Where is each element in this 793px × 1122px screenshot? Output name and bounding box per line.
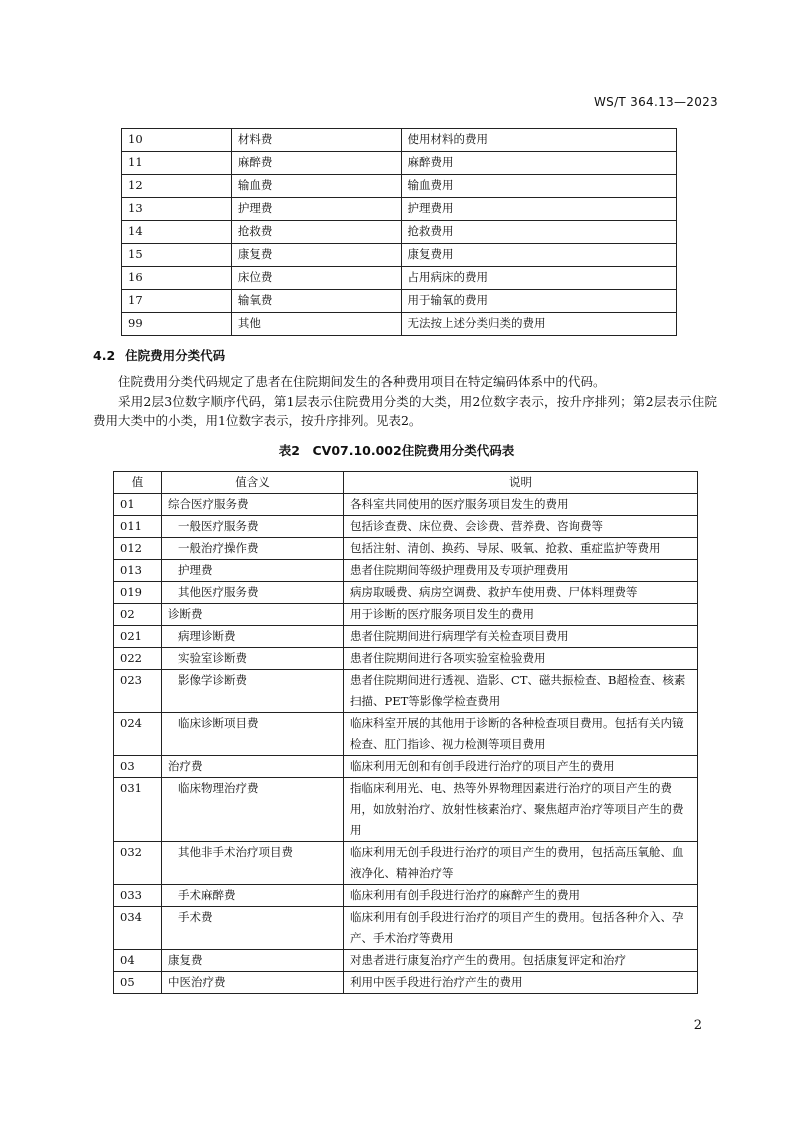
- table-row: [114, 648, 698, 670]
- cell-meaning: 康复费: [162, 950, 344, 972]
- cell-item: 输血费: [231, 175, 401, 198]
- table-row: [114, 972, 698, 994]
- cell-code: 021: [114, 626, 162, 648]
- table-row: [114, 842, 698, 885]
- cell-code: 99: [122, 313, 232, 336]
- cell-code: 15: [122, 244, 232, 267]
- table-row: [114, 494, 698, 516]
- cell-code: 033: [114, 885, 162, 907]
- cell-description: 使用材料的费用: [401, 129, 676, 152]
- cell-code: 023: [114, 670, 162, 713]
- cell-description: 麻醉费用: [401, 152, 676, 175]
- cell-code: 012: [114, 538, 162, 560]
- table-row: [122, 175, 677, 198]
- cell-code: 019: [114, 582, 162, 604]
- table-row: [122, 267, 677, 290]
- cell-meaning: 手术麻醉费: [162, 885, 344, 907]
- cell-description: 护理费用: [401, 198, 676, 221]
- cell-description: 输血费用: [401, 175, 676, 198]
- paragraph: 采用2层3位数字顺序代码，第1层表示住院费用分类的大类，用2位数字表示，按升序排列；第2层表示住院费用大类中的小类，用1位数字表示，按升序排列。见表2。: [93, 394, 717, 428]
- cell-meaning: 病理诊断费: [162, 626, 344, 648]
- table-row: [114, 516, 698, 538]
- cell-description: 用于诊断的医疗服务项目发生的费用: [344, 604, 698, 626]
- table-row: [114, 670, 698, 713]
- column-header-description: 说明: [344, 472, 698, 494]
- cell-code: 11: [122, 152, 232, 175]
- cell-description: 占用病床的费用: [401, 267, 676, 290]
- table-row: [114, 582, 698, 604]
- cell-code: 05: [114, 972, 162, 994]
- cell-item: 护理费: [231, 198, 401, 221]
- standard-code: WS/T 364.13—2023: [594, 95, 718, 109]
- cell-description: 指临床利用光、电、热等外界物理因素进行治疗的项目产生的费用，如放射治疗、放射性核素治疗、聚焦超声治疗等项目产生的费用: [344, 778, 698, 842]
- table-1-continued: [121, 128, 677, 336]
- cell-code: 024: [114, 713, 162, 756]
- cell-description: 患者住院期间等级护理费用及专项护理费用: [344, 560, 698, 582]
- cell-meaning: 其他医疗服务费: [162, 582, 344, 604]
- column-header-value: 值: [114, 472, 162, 494]
- table-row: [114, 713, 698, 756]
- cell-meaning: 中医治疗费: [162, 972, 344, 994]
- table-header-row: [114, 472, 698, 494]
- section-heading: [93, 346, 225, 364]
- table-2: [113, 471, 698, 994]
- table-row: [122, 198, 677, 221]
- cell-description: 用于输氧的费用: [401, 290, 676, 313]
- cell-description: 抢救费用: [401, 221, 676, 244]
- table-row: [114, 756, 698, 778]
- cell-description: 包括注射、清创、换药、导尿、吸氧、抢救、重症监护等费用: [344, 538, 698, 560]
- table-row: [122, 244, 677, 267]
- cell-description: 临床利用无创和有创手段进行治疗的项目产生的费用: [344, 756, 698, 778]
- cell-code: 031: [114, 778, 162, 842]
- cell-code: 032: [114, 842, 162, 885]
- cell-meaning: 一般治疗操作费: [162, 538, 344, 560]
- page-number: 2: [693, 1018, 702, 1033]
- cell-description: 康复费用: [401, 244, 676, 267]
- cell-code: 13: [122, 198, 232, 221]
- cell-code: 034: [114, 907, 162, 950]
- cell-meaning: 临床诊断项目费: [162, 713, 344, 756]
- cell-description: 临床利用有创手段进行治疗的项目产生的费用。包括各种介入、孕产、手术治疗等费用: [344, 907, 698, 950]
- section-title: 住院费用分类代码: [125, 348, 226, 363]
- table-row: [122, 290, 677, 313]
- table-row: [114, 778, 698, 842]
- cell-item: 床位费: [231, 267, 401, 290]
- paragraph: 住院费用分类代码规定了患者在住院期间发生的各种费用项目在特定编码体系中的代码。: [118, 374, 606, 389]
- cell-code: 04: [114, 950, 162, 972]
- cell-description: 患者住院期间进行透视、造影、CT、磁共振检查、B超检查、核素扫描、PET等影像学检查费用: [344, 670, 698, 713]
- cell-code: 16: [122, 267, 232, 290]
- cell-code: 01: [114, 494, 162, 516]
- cell-description: 利用中医手段进行治疗产生的费用: [344, 972, 698, 994]
- cell-code: 03: [114, 756, 162, 778]
- table-row: [122, 221, 677, 244]
- column-header-meaning: 值含义: [162, 472, 344, 494]
- table-row: [114, 950, 698, 972]
- cell-code: 011: [114, 516, 162, 538]
- cell-meaning: 诊断费: [162, 604, 344, 626]
- cell-description: 临床利用有创手段进行治疗的麻醉产生的费用: [344, 885, 698, 907]
- table-2-caption: 表2 CV07.10.002住院费用分类代码表: [278, 443, 515, 458]
- cell-meaning: 一般医疗服务费: [162, 516, 344, 538]
- cell-meaning: 护理费: [162, 560, 344, 582]
- table-row: [122, 313, 677, 336]
- cell-code: 013: [114, 560, 162, 582]
- cell-description: 对患者进行康复治疗产生的费用。包括康复评定和治疗: [344, 950, 698, 972]
- cell-item: 抢救费: [231, 221, 401, 244]
- cell-description: 各科室共同使用的医疗服务项目发生的费用: [344, 494, 698, 516]
- table-row: [114, 907, 698, 950]
- table-row: [122, 129, 677, 152]
- cell-meaning: 实验室诊断费: [162, 648, 344, 670]
- table-row: [114, 604, 698, 626]
- cell-meaning: 综合医疗服务费: [162, 494, 344, 516]
- cell-code: 022: [114, 648, 162, 670]
- cell-meaning: 治疗费: [162, 756, 344, 778]
- cell-code: 02: [114, 604, 162, 626]
- cell-item: 康复费: [231, 244, 401, 267]
- cell-item: 麻醉费: [231, 152, 401, 175]
- section-number: 4.2: [93, 348, 116, 363]
- cell-code: 12: [122, 175, 232, 198]
- cell-code: 10: [122, 129, 232, 152]
- cell-description: 患者住院期间进行病理学有关检查项目费用: [344, 626, 698, 648]
- cell-item: 材料费: [231, 129, 401, 152]
- cell-description: 临床科室开展的其他用于诊断的各种检查项目费用。包括有关内镜检查、肛门指诊、视力检测等项目费用: [344, 713, 698, 756]
- table-row: [114, 560, 698, 582]
- cell-meaning: 临床物理治疗费: [162, 778, 344, 842]
- cell-meaning: 手术费: [162, 907, 344, 950]
- cell-meaning: 其他非手术治疗项目费: [162, 842, 344, 885]
- cell-code: 17: [122, 290, 232, 313]
- cell-description: 包括诊查费、床位费、会诊费、营养费、咨询费等: [344, 516, 698, 538]
- cell-code: 14: [122, 221, 232, 244]
- cell-item: 其他: [231, 313, 401, 336]
- cell-description: 病房取暖费、病房空调费、救护车使用费、尸体料理费等: [344, 582, 698, 604]
- cell-item: 输氧费: [231, 290, 401, 313]
- table-row: [114, 885, 698, 907]
- table-row: [114, 538, 698, 560]
- cell-description: 临床利用无创手段进行治疗的项目产生的费用，包括高压氧舱、血液净化、精神治疗等: [344, 842, 698, 885]
- cell-description: 患者住院期间进行各项实验室检验费用: [344, 648, 698, 670]
- cell-description: 无法按上述分类归类的费用: [401, 313, 676, 336]
- cell-meaning: 影像学诊断费: [162, 670, 344, 713]
- table-row: [122, 152, 677, 175]
- table-row: [114, 626, 698, 648]
